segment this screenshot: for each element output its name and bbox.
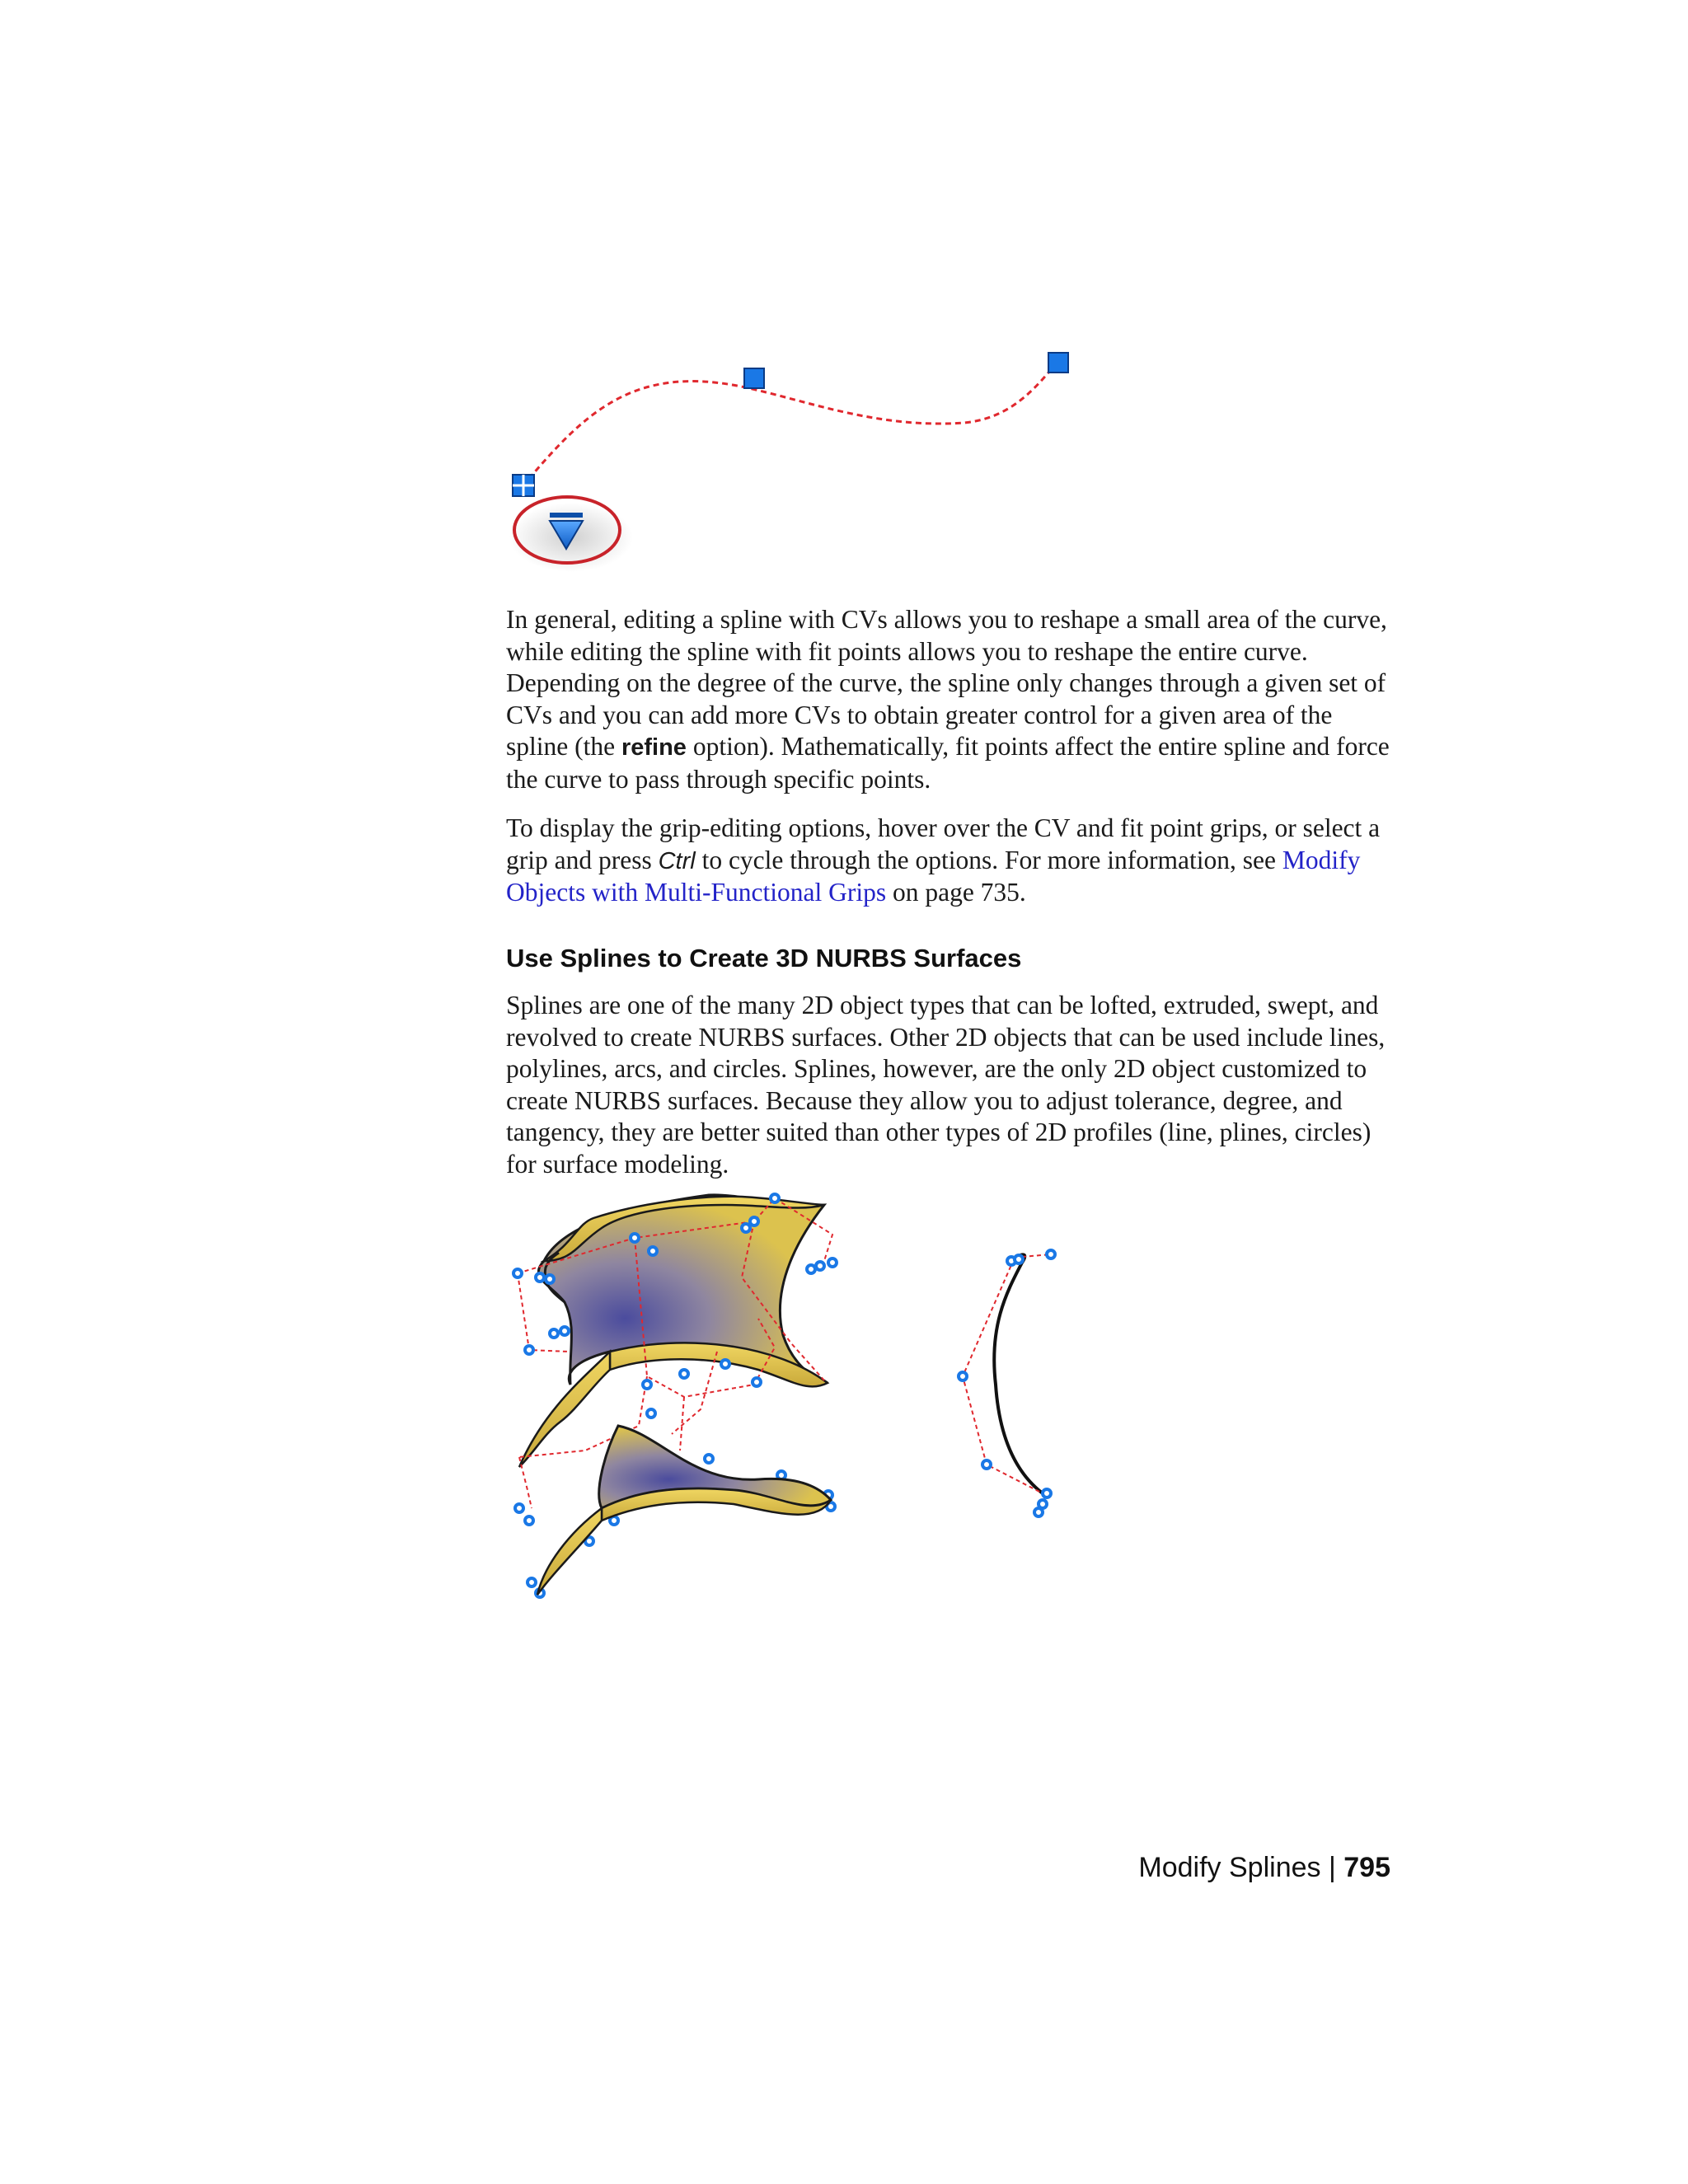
cv-grip[interactable] xyxy=(513,1269,522,1277)
cv-grip[interactable] xyxy=(1043,1489,1051,1497)
paragraph-text: option). Mathematically, fit points affect the entire spline and force the curve to pass through specific points. xyxy=(506,732,1390,794)
paragraph-text: to cycle through the options. For more information, see xyxy=(695,845,1282,874)
cv-grip[interactable] xyxy=(828,1258,837,1267)
spline-grips-figure xyxy=(495,330,1121,585)
refine-option-text: refine xyxy=(621,734,687,761)
cross-reference-link[interactable]: Modify Objects with Multi-Functional Grips xyxy=(506,845,1361,907)
cv-grip[interactable] xyxy=(560,1327,569,1335)
paragraph-text: on page 735. xyxy=(886,878,1026,907)
cv-grip[interactable] xyxy=(742,1224,750,1232)
ctrl-key-text: Ctrl xyxy=(658,847,696,874)
cv-grip[interactable] xyxy=(525,1516,533,1525)
cv-grip[interactable] xyxy=(1047,1250,1055,1258)
section-heading: Use Splines to Create 3D NURBS Surfaces xyxy=(506,944,1022,972)
nurbs-surface-figure xyxy=(495,1187,1088,1615)
cv-grip[interactable] xyxy=(959,1372,967,1380)
cv-grip[interactable] xyxy=(807,1265,815,1273)
cv-grip[interactable] xyxy=(771,1194,779,1202)
fit-point-grip[interactable] xyxy=(1048,353,1068,373)
cv-grip[interactable] xyxy=(753,1378,761,1386)
cv-grip[interactable] xyxy=(816,1262,824,1270)
paragraph-cv-vs-fit xyxy=(506,604,1393,795)
cross-grip-icon[interactable] xyxy=(513,475,534,496)
cv-grip[interactable] xyxy=(515,1504,523,1512)
cv-grip[interactable] xyxy=(649,1247,657,1255)
page-footer xyxy=(1138,1849,1390,1886)
cv-grip[interactable] xyxy=(525,1346,533,1354)
footer-separator: | xyxy=(1328,1852,1336,1883)
paragraph-nurbs-surfaces xyxy=(506,990,1393,1180)
paragraph-grip-options xyxy=(506,813,1393,909)
cv-grip[interactable] xyxy=(536,1273,544,1282)
paragraph-text: Splines are one of the many 2D object types that can be lofted, extruded, swept, and revolved to create NURBS surfaces. Other 2D objects that can be used include lines, polylines, arcs, and circles. Splines, however, are the only 2D object customized to create NURBS surfaces. Because they allow you to adjust tolerance, degree, and tangency, they are better suited than other types of 2D profiles (line, plines, circles) for surface modeling. xyxy=(506,991,1386,1179)
paragraph-text: To display the grip-editing options, hover over the CV and fit point grips, or select a grip and press xyxy=(506,813,1381,874)
cv-grip[interactable] xyxy=(546,1275,554,1283)
cv-grip[interactable] xyxy=(631,1234,639,1242)
cv-grip[interactable] xyxy=(1034,1508,1043,1516)
fit-point-grip[interactable] xyxy=(744,368,764,388)
cv-grip[interactable] xyxy=(705,1455,713,1463)
cv-grip[interactable] xyxy=(643,1380,651,1389)
spline-curve xyxy=(523,363,1057,486)
footer-section-title: Modify Splines xyxy=(1138,1852,1321,1883)
cv-grip[interactable] xyxy=(721,1360,729,1368)
cv-grip[interactable] xyxy=(680,1370,688,1378)
page-number: 795 xyxy=(1343,1852,1390,1883)
cv-grip[interactable] xyxy=(982,1460,991,1469)
cv-grip[interactable] xyxy=(750,1217,758,1226)
paragraph-text: In general, editing a spline with CVs allows you to reshape a small area of the curve, while editing the spline with fit points allows you to reshape the entire curve. Depending on the degree of the curve, the spline only changes through a given set of CVs and you can add more CVs to obtain greater control for a given area of the spline (the xyxy=(506,605,1387,761)
cv-grip[interactable] xyxy=(647,1409,655,1418)
cv-grip[interactable] xyxy=(528,1578,536,1586)
cv-grip[interactable] xyxy=(550,1329,558,1338)
spline-profile xyxy=(959,1250,1055,1516)
cv-grip[interactable] xyxy=(1015,1255,1023,1263)
